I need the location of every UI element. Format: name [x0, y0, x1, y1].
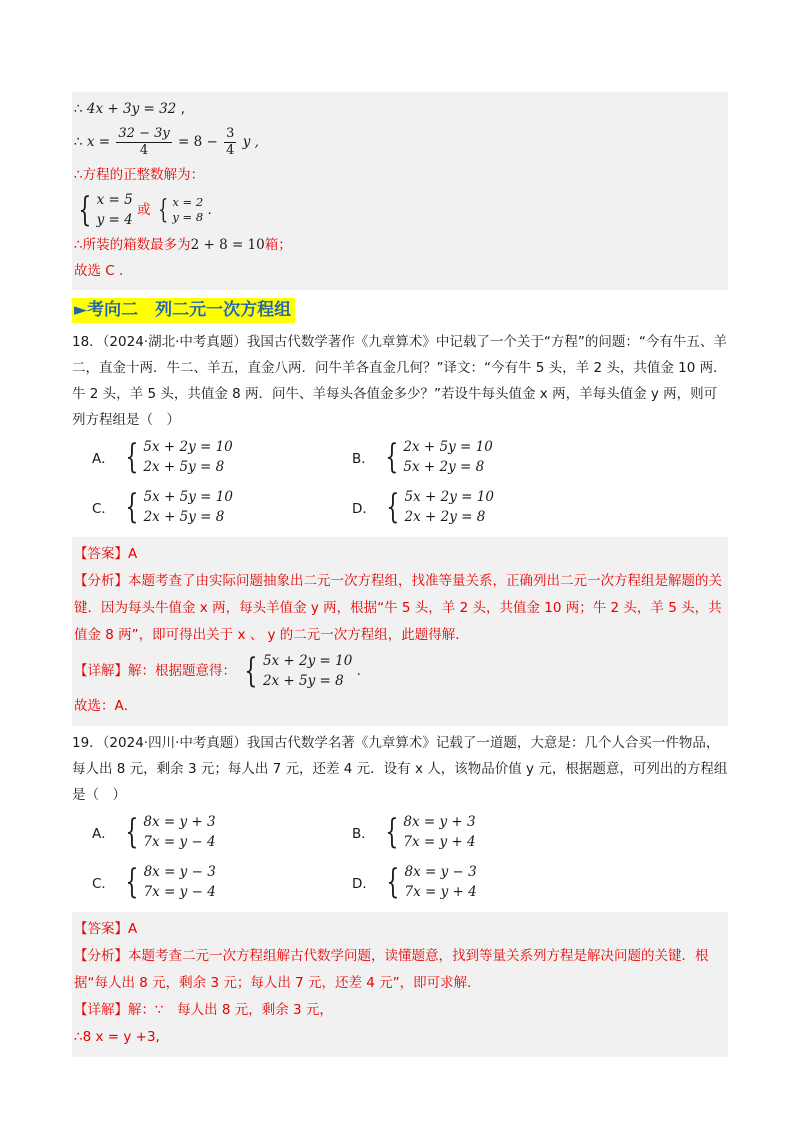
- equation-system: { 8x = y + 3 7x = y + 4: [385, 812, 476, 852]
- step-line-1: ∴ 4x + 3y = 32 ,: [74, 101, 185, 117]
- option-b[interactable]: B． { 8x = y + 3 7x = y + 4: [352, 812, 476, 852]
- step-line-2: ∴ x = $\frac{32 - 3y}{4}$ = 8 − $\frac{3}{4}$ y ,: [74, 125, 259, 158]
- choose-line: 故选 C .: [74, 263, 124, 279]
- analysis-text: 【分析】本题考查二元一次方程组解古代数学问题，读懂题意，找到等量关系列方程是解决问题的关键．根据“每人出 8 元，剩余 3 元；每人出 7 元，还差 4 元”，即可求解．: [74, 948, 709, 991]
- solution-continuation: [72, 92, 728, 290]
- options: [92, 437, 728, 527]
- equation-system: { x = 2 y = 8: [158, 195, 204, 225]
- option-c[interactable]: C． { 5x + 5y = 10 2x + 5y = 8: [92, 487, 233, 527]
- options: [92, 812, 728, 902]
- page-content: [72, 92, 728, 1057]
- option-a[interactable]: A． { 8x = y + 3 7x = y − 4: [92, 812, 216, 852]
- equation-system: { 8x = y − 3 7x = y − 4: [125, 862, 216, 902]
- equation-system: { 5x + 2y = 10 2x + 5y = 8: [125, 437, 233, 477]
- detail-line: 【详解】解：∵ 每人出 8 元，剩余 3 元，: [74, 1002, 333, 1018]
- equation-system: { 5x + 2y = 10 2x + 2y = 8: [386, 487, 494, 527]
- equation-system: { 8x = y − 3 7x = y + 4: [386, 862, 477, 902]
- step-line-3: ∴方程的正整数解为：: [74, 167, 205, 183]
- question-text: 19．（2024·四川·中考真题）我国古代数学名著《九章算术》记载了一道题，大意是：几个人合买一件物品，每人出 8 元，剩余 3 元；每人出 7 元，还差 4 元．设有 x 人，该物品价值 y 元，根据题意，可列出的方程组是（ ）: [72, 735, 728, 803]
- equation-system: { 5x + 2y = 10 2x + 5y = 8: [244, 651, 353, 691]
- answer-label: 【答案】A: [74, 921, 138, 937]
- last-line: ∴8 x = y +3,: [74, 1029, 160, 1045]
- question-text: 18．（2024·湖北·中考真题）我国古代数学著作《九章算术》中记载了一个关于“方程”的问题：“今有牛五、羊二，直金十两．牛二、羊五，直金八两．问牛羊各直金几何？”译文：“今有牛 5 头，羊 2 头，共值金 10 两．牛 2 头，羊 5 头，共值金 8 两．问牛、羊每头各值金多少？”若设牛每头值金 x 两，羊每头值金 y 两，则可列方程组是（ ）: [72, 334, 727, 428]
- option-d[interactable]: D． { 8x = y − 3 7x = y + 4: [352, 862, 477, 902]
- question-19: [72, 730, 728, 1057]
- solution-systems: { x = 5 y = 4 或 { x = 2 y = 8 .: [74, 188, 726, 232]
- option-d[interactable]: D． { 5x + 2y = 10 2x + 2y = 8: [352, 487, 494, 527]
- equation-system: { 5x + 5y = 10 2x + 5y = 8: [125, 487, 233, 527]
- answer-label: 【答案】A: [74, 546, 138, 562]
- section-heading: ►考向二 列二元一次方程组: [72, 298, 295, 323]
- option-b[interactable]: B． { 2x + 5y = 10 5x + 2y = 8: [352, 437, 493, 477]
- option-c[interactable]: C． { 8x = y − 3 7x = y − 4: [92, 862, 216, 902]
- fraction: $\frac{32 - 3y}{4}$: [118, 125, 170, 158]
- analysis-text: 【分析】本题考查了由实际问题抽象出二元一次方程组，找准等量关系，正确列出二元一次方程组是解题的关键．因为每头牛值金 x 两，每头羊值金 y 两，根据“牛 5 头，羊 2 头，共值金 10 两；牛 2 头，羊 5 头，共值金 8 两”，即可得出关于 x 、 y 的二元一次方程组，此题得解．: [74, 573, 722, 643]
- choose-line: 故选：A．: [74, 698, 138, 714]
- answer-block: [72, 537, 728, 726]
- answer-block: [72, 912, 728, 1057]
- equation: 4x + 3y = 32: [86, 101, 177, 117]
- equation-system: { x = 5 y = 4: [78, 190, 133, 230]
- equation-system: { 2x + 5y = 10 5x + 2y = 8: [385, 437, 493, 477]
- fraction: $\frac{3}{4}$: [226, 125, 235, 158]
- equation-system: { 8x = y + 3 7x = y − 4: [125, 812, 216, 852]
- question-18: [72, 329, 728, 726]
- detail-line: 【详解】解：根据题意得： { 5x + 2y = 10 2x + 5y = 8 .: [74, 651, 361, 691]
- step-line-5: ∴所装的箱数最多为2 + 8 = 10箱；: [74, 237, 292, 253]
- option-a[interactable]: A． { 5x + 2y = 10 2x + 5y = 8: [92, 437, 233, 477]
